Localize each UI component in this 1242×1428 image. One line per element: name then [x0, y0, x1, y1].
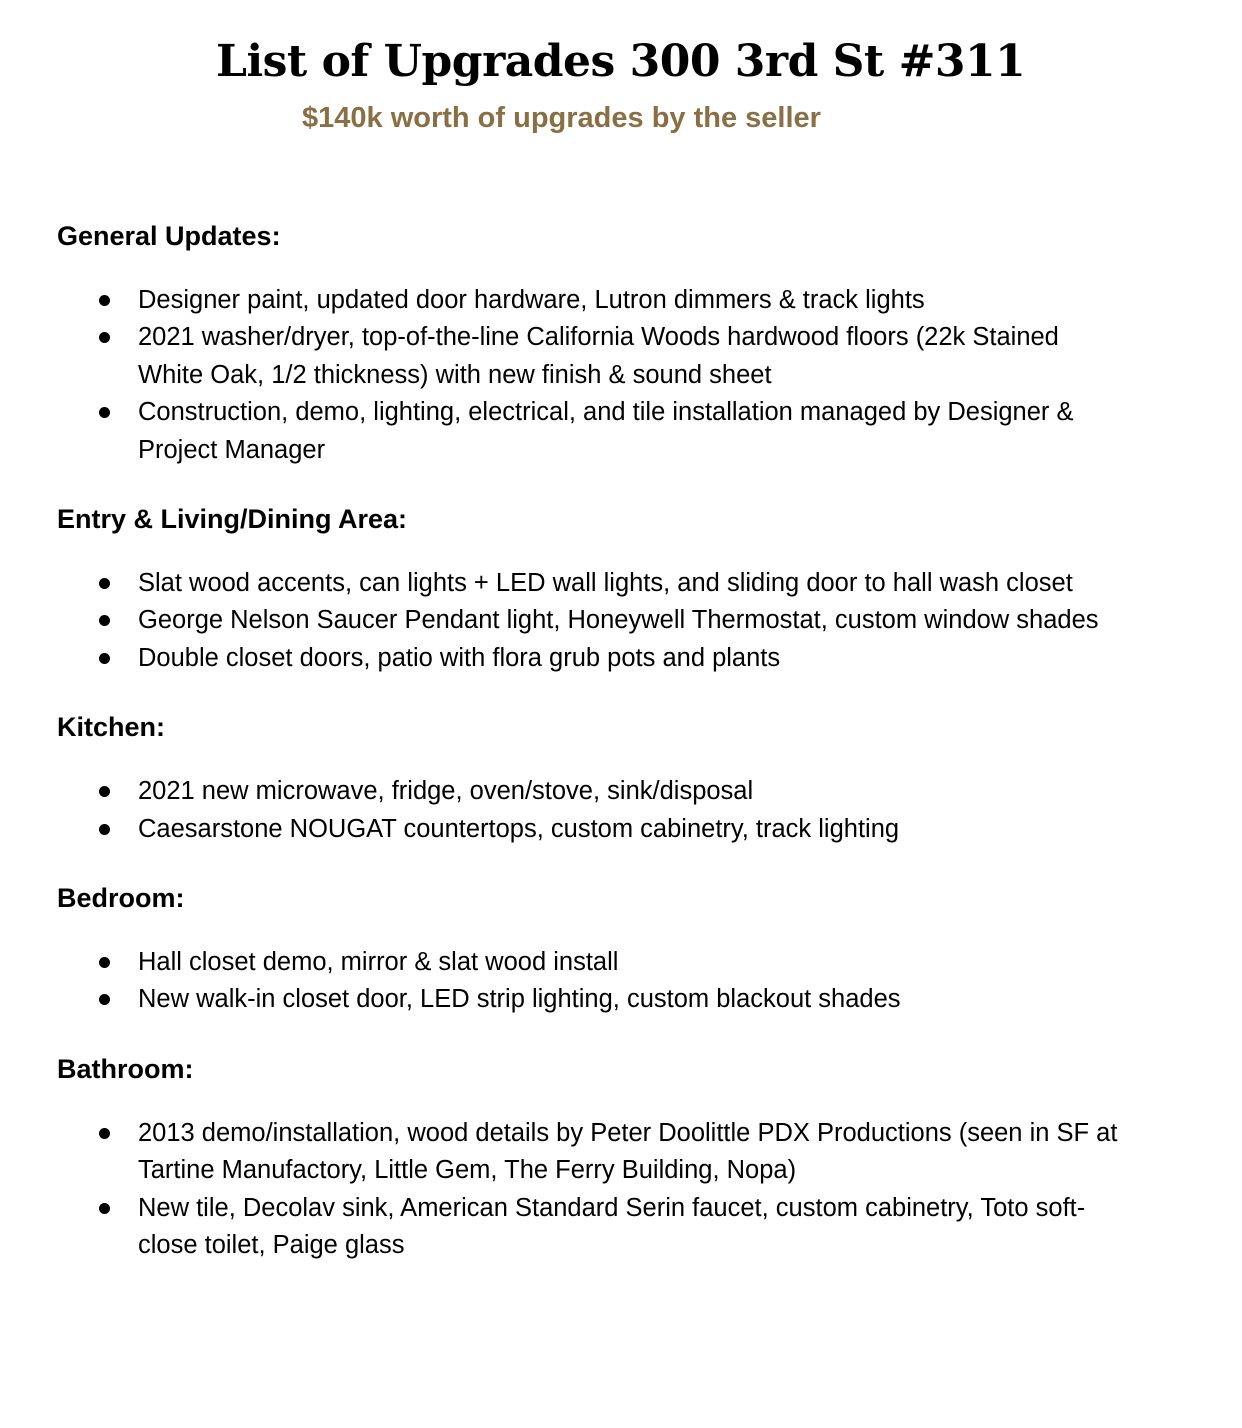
list-item: Double closet doors, patio with flora grub pots and plants: [57, 640, 1128, 677]
bullet-list: [57, 565, 1157, 677]
section-general-updates: [57, 216, 1157, 469]
section-heading: Bathroom:: [57, 1053, 194, 1084]
section-heading: Entry & Living/Dining Area:: [57, 504, 408, 535]
section-entry-living-dining: [57, 499, 1157, 677]
section-bathroom: [57, 1049, 1157, 1265]
list-item: 2021 washer/dryer, top-of-the-line California Woods hardwood floors (22k Stained White Oak, 1/2 thickness) with new finish & sound sheet: [57, 319, 1128, 394]
section-bedroom: [57, 878, 1157, 1019]
section-heading: Kitchen:: [57, 712, 165, 743]
section-heading: General Updates:: [57, 221, 281, 251]
page-title: List of Upgrades 300 3rd St #311: [216, 36, 1026, 87]
bullet-list: [57, 282, 1157, 469]
list-item: Slat wood accents, can lights + LED wall lights, and sliding door to hall wash closet: [57, 565, 1128, 602]
list-item: 2013 demo/installation, wood details by Peter Doolittle PDX Productions (seen in SF at Tartine Manufactory, Little Gem, The Ferry Building, Nopa): [57, 1115, 1128, 1190]
page-subtitle: $140k worth of upgrades by the seller: [302, 102, 821, 134]
section-heading: Bedroom:: [57, 883, 185, 914]
list-item: Caesarstone NOUGAT countertops, custom cabinetry, track lighting: [57, 811, 1128, 848]
bullet-list: [57, 773, 1157, 848]
list-item: George Nelson Saucer Pendant light, Honeywell Thermostat, custom window shades: [57, 602, 1128, 639]
list-item: Designer paint, updated door hardware, Lutron dimmers & track lights: [57, 282, 1128, 319]
list-item: Construction, demo, lighting, electrical, and tile installation managed by Designer & Project Manager: [57, 394, 1128, 469]
list-item: Hall closet demo, mirror & slat wood install: [57, 944, 1128, 981]
upgrades-content: [57, 216, 1157, 1295]
bullet-list: [57, 1115, 1157, 1265]
list-item: New tile, Decolav sink, American Standard Serin faucet, custom cabinetry, Toto soft-close toilet, Paige glass: [57, 1190, 1128, 1265]
bullet-list: [57, 944, 1157, 1019]
list-item: 2021 new microwave, fridge, oven/stove, sink/disposal: [57, 773, 1128, 810]
list-item: New walk-in closet door, LED strip lighting, custom blackout shades: [57, 981, 1128, 1018]
section-kitchen: [57, 707, 1157, 848]
